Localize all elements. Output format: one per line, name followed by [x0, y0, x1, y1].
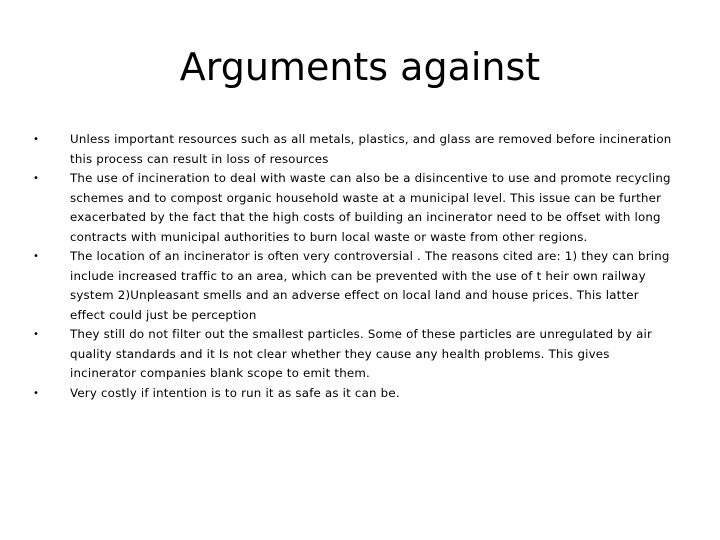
- bullet-list: [0, 130, 720, 403]
- bullet-icon: •: [33, 387, 39, 399]
- bullet-icon: •: [33, 251, 39, 262]
- bullet-item: [0, 384, 720, 404]
- bullet-item: [0, 247, 720, 325]
- bullet-item: [0, 169, 720, 247]
- bullet-text: The use of incineration to deal with waste can also be a disincentive to use and promote recycling schemes and to compost organic household waste at a municipal level. This issue can be further exacerbated by the fact that the high costs of building an incinerator need to be offset with long contracts with municipal authorities to burn local waste or waste from other regions.: [70, 171, 671, 244]
- slide-title: Arguments against: [179, 45, 541, 89]
- bullet-text: Very costly if intention is to run it as safe as it can be.: [70, 385, 400, 400]
- bullet-text: The location of an incinerator is often very controversial . The reasons cited are: 1) they can bring include increased traffic to an area, which can be prevented with the use of t heir own railway system 2)Unpleasant smells and an adverse effect on local land and house prices. This latter effect could just be perception: [70, 249, 670, 322]
- bullet-item: [0, 130, 720, 169]
- bullet-text: Unless important resources such as all metals, plastics, and glass are removed before incineration this process can result in loss of resources: [70, 132, 672, 166]
- bullet-icon: •: [33, 173, 39, 184]
- bullet-item: [0, 325, 720, 384]
- bullet-icon: •: [33, 134, 39, 145]
- bullet-text: They still do not filter out the smallest particles. Some of these particles are unregulated by air quality standards and it Is not clear whether they cause any health problems. This gives incinerator companies blank scope to emit them.: [70, 327, 653, 380]
- bullet-icon: •: [33, 329, 39, 340]
